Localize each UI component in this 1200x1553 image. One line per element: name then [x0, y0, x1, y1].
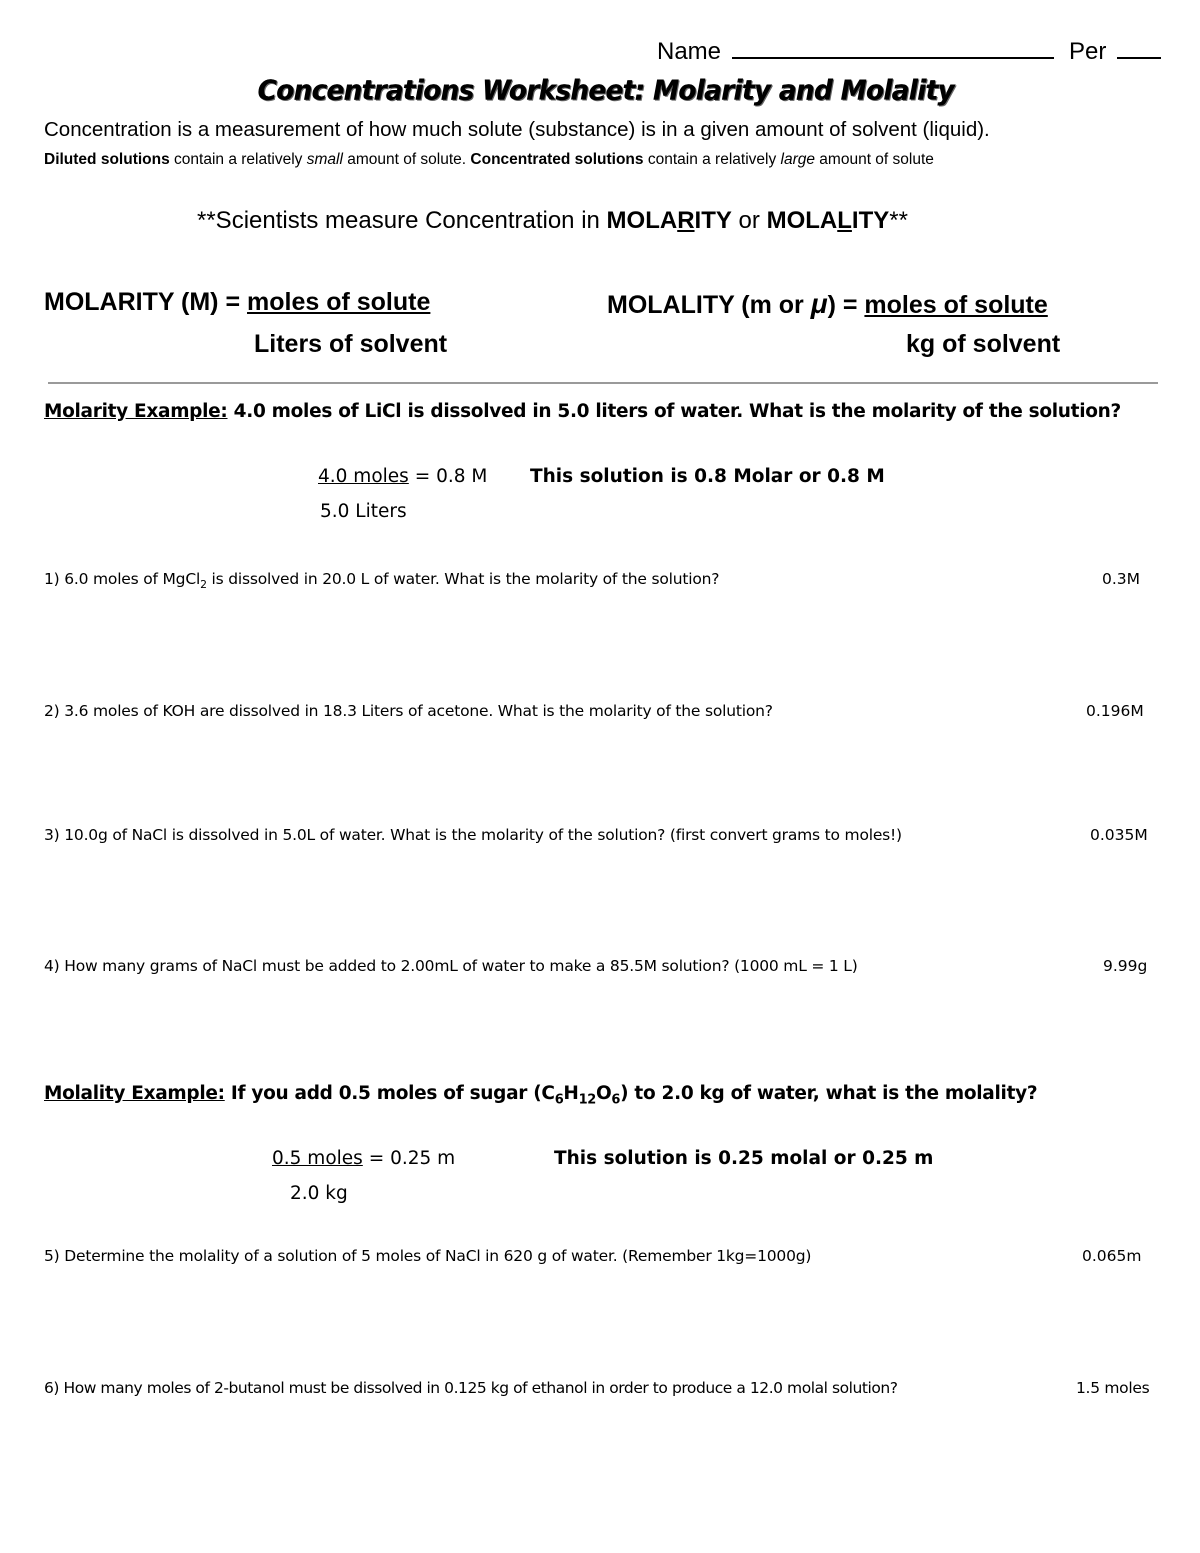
question-number: 3): [44, 826, 60, 844]
question-text-b: is dissolved in 20.0 L of water. What is the molarity of the solution?: [206, 570, 720, 588]
molality-example-equals: = 0.25 m: [362, 1148, 456, 1169]
name-blank[interactable]: [732, 39, 1054, 59]
molarity-example-numerator: 4.0 moles: [318, 466, 409, 487]
name-field[interactable]: [657, 38, 1054, 66]
diluted-term: Diluted solutions: [44, 151, 170, 168]
molality-example-statement: This solution is 0.25 molal or 0.25 m: [554, 1148, 934, 1169]
molarity-example-text: 4.0 moles of LiCl is dissolved in 5.0 liters of water. What is the molarity of the solution?: [227, 401, 1121, 422]
question-number: 2): [44, 702, 60, 720]
molality-example-work: [272, 1148, 455, 1169]
molality-example-question: Molality Example: If you add 0.5 moles of sugar $(C_6H_{12}O_6)$ to 2.0 kg of water, what is the molality?: [44, 1083, 1038, 1108]
molality-example-denominator: 2.0 kg: [290, 1183, 348, 1204]
question-number: 4): [44, 957, 60, 975]
scientists-suffix: **: [889, 207, 908, 234]
molarity-example-equals: = 0.8 M: [408, 466, 488, 487]
question-text: Determine the molality of a solution of 5 moles of NaCl in 620 g of water. (Remember 1kg=1000g): [59, 1247, 812, 1265]
molarity-example-statement: This solution is 0.8 Molar or 0.8 M: [530, 466, 885, 487]
molarity-formula: [44, 288, 430, 317]
answer-1: 0.3M: [1102, 570, 1141, 588]
molality-example-text-b: ) to 2.0 kg of water, what is the molality?: [620, 1083, 1038, 1104]
question-1: [44, 570, 720, 591]
scientists-or: or: [731, 207, 767, 234]
definitions-line: [44, 151, 934, 169]
concentrated-emphasis: large: [780, 151, 815, 168]
concentrated-term: Concentrated solutions: [470, 151, 644, 168]
question-5: [44, 1247, 811, 1265]
molarity-example-denominator: 5.0 Liters: [320, 501, 407, 522]
section-divider: [48, 382, 1158, 384]
molality-word: MOLALITY: [766, 207, 890, 234]
molality-numerator: moles of solute: [864, 291, 1048, 319]
diluted-text-a: contain a relatively: [169, 151, 307, 168]
molarity-word: MOLARITY: [606, 207, 732, 234]
answer-6: 1.5 moles: [1076, 1379, 1150, 1397]
period-field[interactable]: [1069, 38, 1161, 66]
question-text: 6.0 moles of MgCl: [59, 570, 201, 588]
answer-4: 9.99g: [1103, 957, 1148, 975]
question-3: [44, 826, 902, 844]
molality-example-label: Molality Example:: [44, 1083, 225, 1104]
scientists-prefix: **Scientists measure Concentration in: [197, 207, 607, 234]
molarity-label: MOLARITY (M) =: [44, 288, 248, 316]
diluted-text-b: amount of solute.: [342, 151, 471, 168]
question-text: 10.0g of NaCl is dissolved in 5.0L of water. What is the molarity of the solution? (first convert grams to moles!): [59, 826, 902, 844]
question-number: 6): [44, 1379, 60, 1397]
question-text: How many moles of 2-butanol must be dissolved in 0.125 kg of ethanol in order to produce a 12.0 molal solution?: [59, 1379, 898, 1397]
answer-2: 0.196M: [1086, 702, 1144, 720]
question-text: 3.6 moles of KOH are dissolved in 18.3 Liters of acetone. What is the molarity of the solution?: [59, 702, 773, 720]
molality-label-a: MOLALITY (m or: [607, 291, 811, 319]
molarity-denominator: Liters of solvent: [254, 330, 448, 358]
molarity-numerator: moles of solute: [247, 288, 431, 316]
molality-example-text-a: If you add 0.5 moles of sugar (C: [224, 1083, 555, 1104]
molality-denominator: kg of solvent: [906, 330, 1061, 358]
question-4: [44, 957, 858, 975]
molarity-example-label: Molarity Example:: [44, 401, 228, 422]
concentrated-text-a: contain a relatively: [643, 151, 781, 168]
molarity-example-question: [44, 401, 1121, 422]
molality-example-numerator: 0.5 moles: [272, 1148, 363, 1169]
answer-3: 0.035M: [1090, 826, 1148, 844]
question-number: 1): [44, 570, 60, 588]
question-6: [44, 1379, 898, 1397]
intro-line: Concentration is a measurement of how much solute (substance) is in a given amount of solvent (liquid).: [44, 118, 990, 141]
mu-symbol: μ: [810, 288, 828, 319]
scientists-line: [197, 207, 908, 235]
worksheet-title: Concentrations Worksheet: Molarity and Molality: [258, 75, 955, 107]
molality-formula: [607, 288, 1048, 320]
question-2: [44, 702, 773, 720]
answer-5: 0.065m: [1082, 1247, 1142, 1265]
molarity-example-work: [318, 466, 487, 487]
diluted-emphasis: small: [306, 151, 343, 168]
name-label: Name: [657, 38, 722, 65]
period-label: Per: [1069, 38, 1107, 65]
period-blank[interactable]: [1117, 39, 1161, 59]
molality-label-b: ) =: [827, 291, 865, 319]
concentrated-text-b: amount of solute: [815, 151, 934, 168]
question-number: 5): [44, 1247, 60, 1265]
question-text: How many grams of NaCl must be added to 2.00mL of water to make a 85.5M solution? (1000 mL = 1 L): [59, 957, 858, 975]
subscript: 2: [200, 577, 207, 591]
